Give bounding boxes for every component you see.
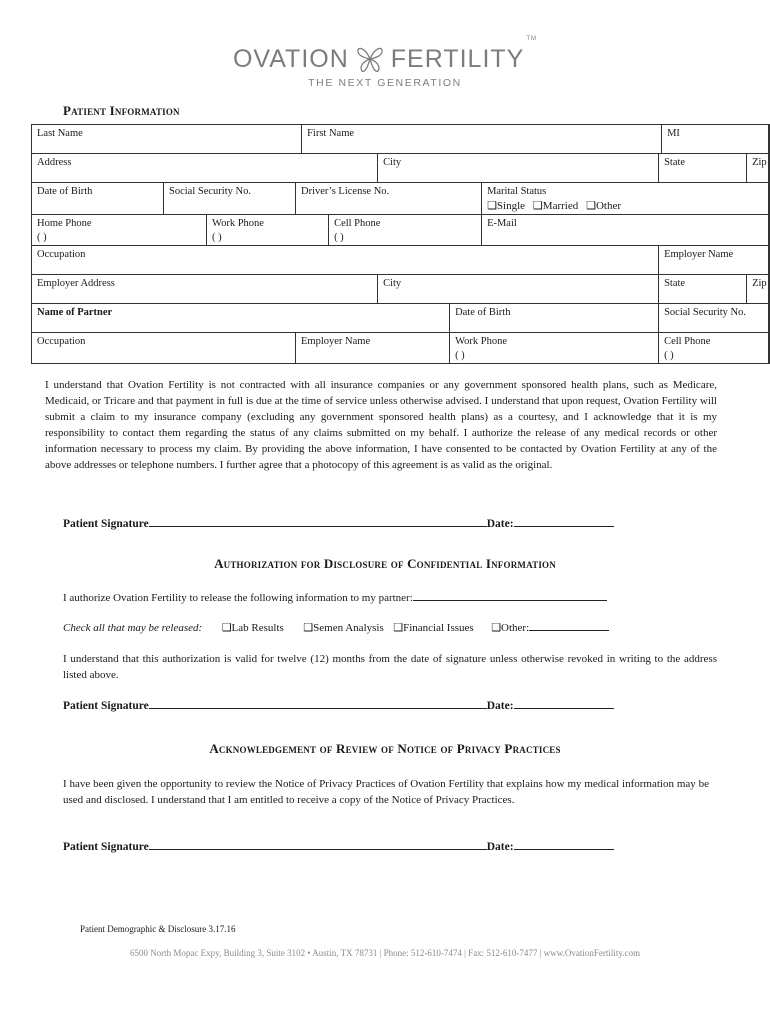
release-statement: I authorize Ovation Fertility to release the following information to my partner: (63, 590, 607, 606)
partner-ssn-field[interactable]: Social Security No. (659, 304, 769, 333)
cell-phone-field[interactable]: Cell Phone ( ) (329, 215, 482, 246)
first-name-field[interactable]: First Name (302, 125, 662, 154)
partner-cell-phone-field[interactable]: Cell Phone ( ) (659, 333, 769, 364)
financial-issues-checkbox[interactable]: ❑Financial Issues (393, 622, 474, 634)
acknowledgement-text: I have been given the opportunity to review the Notice of Privacy Practices of Ovation Fertility that explains how my medical information may be used and disclosed. I understand that I am entitled to receive a copy of the Notice of Privacy Practices. (63, 778, 709, 806)
partner-work-phone-field[interactable]: Work Phone ( ) (450, 333, 659, 364)
employer-city-field[interactable]: City (378, 275, 659, 304)
logo-tagline: THE NEXT GENERATION (308, 77, 462, 89)
acknowledgement-title: Acknowledgement of Review of Notice of Privacy Practices (209, 741, 561, 756)
home-phone-field[interactable]: Home Phone ( ) (32, 215, 207, 246)
patient-information-title: Patient Information (63, 103, 180, 118)
partner-name-field[interactable]: Name of Partner (32, 304, 450, 333)
butterfly-icon (355, 44, 385, 74)
insurance-paragraph: I understand that Ovation Fertility is not contracted with all insurance companies or any government sponsored health plans, such as Medicare, Medicaid, or Tricare and that payment in full is due at the time of service unless otherwise advised. I understand that upon request, Ovation Fertility will submit a claim to my insurance company (excluding any government sponsored health plans) as a courtesy, and I acknowledge that it is my responsibility to contact them regarding the status of any claims submitted on my behalf. I authorize the release of any medical records or other information necessary to process my claim. By providing the above information, I have consented to be contacted by Ovation Fertility at any of the above addresses or telephone numbers. I further agree that a photocopy of this agreement is as valid as the original. (45, 379, 717, 471)
other-checkbox[interactable]: ❑Other (586, 200, 622, 212)
patient-signature-line-3[interactable]: Patient Signature Date: (63, 839, 614, 853)
employer-address-field[interactable]: Employer Address (32, 275, 378, 304)
trademark: TM (526, 35, 538, 42)
logo-right-text: FERTILITY™ (390, 35, 538, 73)
footer-address: 6500 North Mopac Expy, Building 3, Suite 3102 • Austin, TX 78731 | Phone: 512-610-7474 | Fax: 512-610-7477 | www.OvationFertility.com (129, 948, 641, 958)
city-field[interactable]: City (378, 154, 659, 183)
authorization-title: Authorization for Disclosure of Confidential Information (214, 556, 556, 571)
date-of-birth-field[interactable]: Date of Birth (32, 183, 164, 215)
check-all-label: Check all that may be released: (63, 622, 203, 634)
occupation-field[interactable]: Occupation (32, 246, 659, 275)
authorization-validity: I understand that this authorization is valid for twelve (12) months from the date of signature unless otherwise revoked in writing to the address listed above. (63, 653, 717, 681)
employer-state-field[interactable]: State (659, 275, 747, 304)
other-release-checkbox[interactable]: ❑Other: (491, 622, 609, 634)
partner-employer-name-field[interactable]: Employer Name (296, 333, 450, 364)
patient-signature-line-1[interactable]: Patient Signature Date: (63, 516, 614, 530)
mi-field[interactable]: MI (662, 125, 769, 154)
patient-signature-line-2[interactable]: Patient Signature Date: (63, 698, 614, 712)
ssn-field[interactable]: Social Security No. (164, 183, 296, 215)
zip-field[interactable]: Zip (747, 154, 769, 183)
logo-left-text: OVATION (232, 44, 349, 73)
email-field[interactable]: E-Mail (482, 215, 769, 246)
partner-occupation-field[interactable]: Occupation (32, 333, 296, 364)
employer-name-field[interactable]: Employer Name (659, 246, 769, 275)
drivers-license-field[interactable]: Driver’s License No. (296, 183, 482, 215)
state-field[interactable]: State (659, 154, 747, 183)
patient-information-table (31, 124, 770, 364)
work-phone-field[interactable]: Work Phone ( ) (207, 215, 329, 246)
single-checkbox[interactable]: ❑Single (487, 200, 526, 212)
lab-results-checkbox[interactable]: ❑Lab Results (221, 622, 284, 634)
logo (0, 35, 770, 89)
address-field[interactable]: Address (32, 154, 378, 183)
release-options (63, 620, 723, 636)
marital-status-field: Marital Status ❑Single ❑Married ❑Other (482, 183, 769, 215)
employer-zip-field[interactable]: Zip (747, 275, 769, 304)
form-version: Patient Demographic & Disclosure 3.17.16 (80, 924, 236, 934)
last-name-field[interactable]: Last Name (32, 125, 302, 154)
partner-dob-field[interactable]: Date of Birth (450, 304, 659, 333)
semen-analysis-checkbox[interactable]: ❑Semen Analysis (303, 622, 384, 634)
married-checkbox[interactable]: ❑Married (532, 200, 579, 212)
